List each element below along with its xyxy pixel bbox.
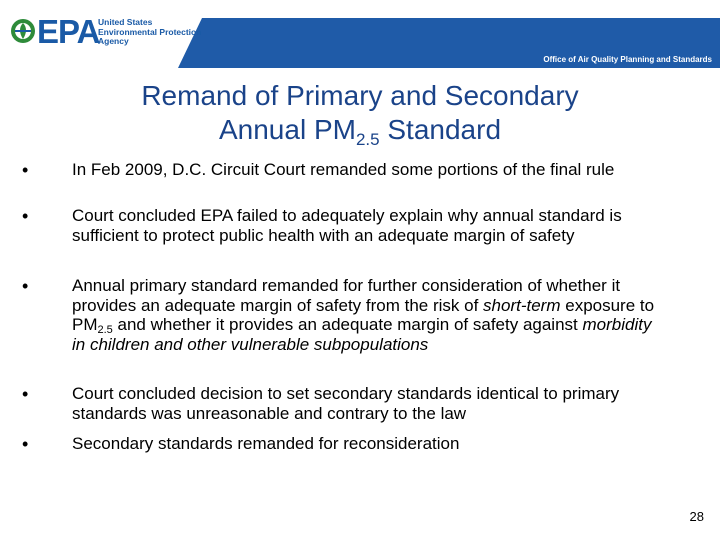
bullet-text-part: Annual primary standard remanded for further consideration of whether it provides an adequate margin of safety from the risk of xyxy=(72,276,621,315)
title-line-2 xyxy=(70,113,650,147)
epa-seal-icon xyxy=(10,18,36,44)
bullet-text-part: and whether it provides an adequate margin of safety against xyxy=(112,315,583,334)
bullet-italic: short-term xyxy=(483,295,561,315)
bullet-icon: • xyxy=(22,434,29,454)
agency-name xyxy=(98,18,201,47)
bullet-text: Court concluded decision to set secondary standards identical to primary standards was unreasonable and contrary to the law xyxy=(72,384,620,423)
bullet-text-part: exposure to PM xyxy=(72,295,655,334)
bullet-icon: • xyxy=(22,160,29,180)
title-subscript: 2.5 xyxy=(355,130,380,149)
epa-logo xyxy=(6,12,216,56)
bullet-italic: morbidity in children and other vulnerable subpopulations xyxy=(72,315,652,354)
bullet-subscript: 2.5 xyxy=(97,324,113,336)
bullet-text: In Feb 2009, D.C. Circuit Court remanded some portions of the final rule xyxy=(72,160,615,179)
header-banner xyxy=(0,0,720,72)
epa-logo-text: EPA xyxy=(37,13,100,50)
bullet-icon: • xyxy=(22,276,29,296)
bullet-icon: • xyxy=(22,384,29,404)
agency-line: Environmental Protection xyxy=(98,26,202,37)
title-pm: Annual PM xyxy=(218,114,356,145)
bullet-icon: • xyxy=(22,206,29,226)
title-line-1: Remand of Primary and Secondary xyxy=(141,80,579,111)
page-number: 28 xyxy=(689,509,704,524)
bullet-text: Court concluded EPA failed to adequately explain why annual standard is sufficient to protect public health with an adequate margin of safety xyxy=(72,206,622,245)
office-name: Office of Air Quality Planning and Standards xyxy=(543,55,712,64)
title-standard: Standard xyxy=(379,114,502,145)
agency-line: Agency xyxy=(98,36,129,46)
agency-line: United States xyxy=(98,17,153,27)
bullet-text xyxy=(72,276,667,354)
slide-title xyxy=(70,79,650,147)
bullet-text: Secondary standards remanded for reconsideration xyxy=(72,434,460,453)
